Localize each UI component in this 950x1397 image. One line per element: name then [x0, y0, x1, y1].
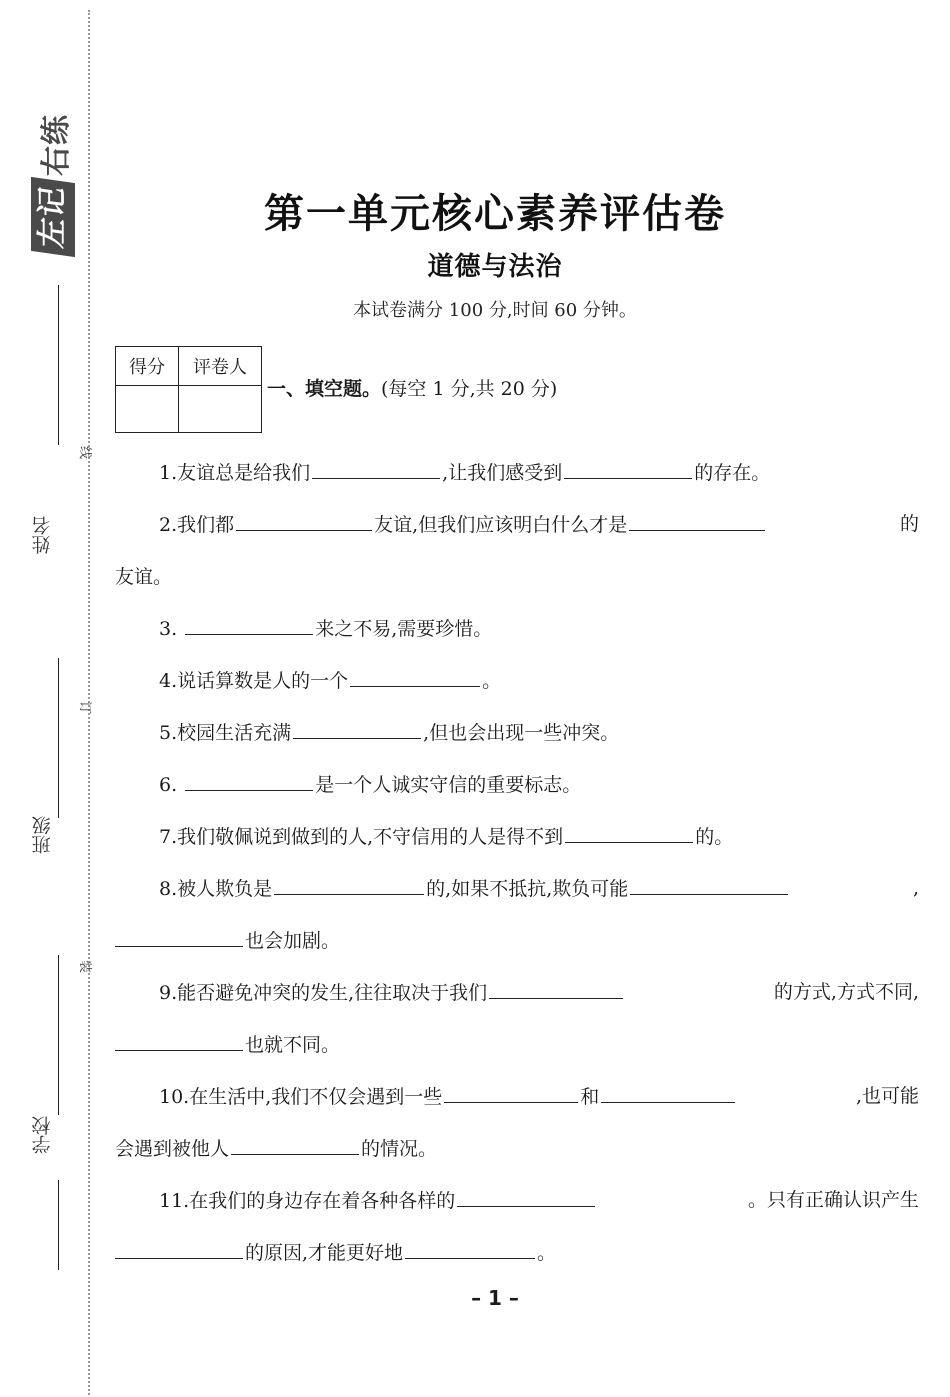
name-field-line-top: [58, 285, 59, 445]
question-text: 友谊总是给我们: [177, 462, 311, 484]
question-text: 。只有正确认识产生: [747, 1189, 919, 1211]
name-label: 姓名: [31, 516, 54, 554]
question-text: 在我们的身边存在着各种各样的: [189, 1190, 456, 1212]
question-text: 和: [580, 1086, 600, 1108]
question-text: 在生活中,我们不仅会遇到一些: [189, 1086, 443, 1108]
question-4: [115, 666, 919, 695]
score-header: 得分: [116, 347, 179, 386]
answer-blank[interactable]: [564, 458, 692, 479]
answer-blank[interactable]: [629, 510, 765, 531]
page-subtitle: 道德与法治: [427, 252, 563, 282]
section-title: 一、填空题。: [267, 378, 382, 400]
question-number: 8.: [159, 878, 178, 900]
question-number: 7.: [159, 826, 178, 848]
question-text: ,但也会出现一些冲突。: [423, 722, 620, 744]
question-text: 的: [899, 513, 919, 535]
cut-char-bind: 订: [77, 700, 93, 715]
class-label: 班级: [31, 816, 54, 854]
question-number: 5.: [159, 722, 178, 744]
answer-blank[interactable]: [293, 718, 421, 739]
answer-blank[interactable]: [444, 1082, 578, 1103]
question-text: 我们敬佩说到做到的人,不守信用的人是得不到: [177, 826, 564, 848]
question-number: 10.: [159, 1086, 190, 1108]
school-field-line: [58, 1180, 59, 1270]
question-10-cont: [115, 1134, 875, 1163]
answer-blank[interactable]: [274, 874, 424, 895]
question-7: [115, 822, 919, 851]
answer-blank[interactable]: [115, 1030, 243, 1051]
question-text: 友谊,但我们应该明白什么才是: [374, 514, 628, 536]
answer-blank[interactable]: [115, 1238, 243, 1259]
question-text: 说话算数是人的一个: [177, 670, 349, 692]
question-9: [115, 978, 919, 1007]
question-5: [115, 718, 919, 747]
question-text: 的存在。: [694, 462, 771, 484]
question-text: 的情况。: [361, 1138, 438, 1160]
question-3: [115, 614, 919, 643]
question-text: 。: [482, 670, 502, 692]
question-text: 的。: [695, 826, 734, 848]
question-number: 6.: [159, 774, 178, 796]
school-label: 学校: [31, 1116, 54, 1154]
score-table: [115, 346, 262, 433]
answer-blank[interactable]: [565, 822, 693, 843]
question-11: [115, 1186, 919, 1215]
answer-blank[interactable]: [236, 510, 372, 531]
page-number: – 1 –: [471, 1286, 519, 1310]
question-number: 1.: [159, 462, 178, 484]
question-10: [115, 1082, 919, 1111]
question-text: ,让我们感受到: [442, 462, 563, 484]
question-8-cont: [115, 926, 875, 955]
answer-blank[interactable]: [601, 1082, 735, 1103]
question-text: 会遇到被他人: [115, 1138, 230, 1160]
page-title: 第一单元核心素养评估卷: [264, 191, 726, 237]
question-text: 能否避免冲突的发生,往往取决于我们: [177, 982, 488, 1004]
question-number: 3.: [159, 618, 178, 640]
answer-blank[interactable]: [405, 1238, 535, 1259]
exam-note: 本试卷满分 100 分,时间 60 分钟。: [353, 300, 637, 321]
logo-right-text: 右练: [39, 114, 74, 176]
question-text: 我们都: [177, 514, 235, 536]
logo-left-text: 左记: [31, 177, 75, 257]
question-text: 友谊。: [115, 566, 173, 588]
question-text: 的,如果不抵抗,欺负可能: [426, 878, 629, 900]
question-number: 9.: [159, 982, 178, 1004]
question-6: [115, 770, 919, 799]
answer-blank[interactable]: [312, 458, 440, 479]
question-2-cont: [115, 563, 875, 591]
question-text: 来之不易,需要珍惜。: [315, 618, 493, 640]
score-cell[interactable]: [116, 386, 179, 433]
question-9-cont: [115, 1030, 875, 1059]
question-number: 4.: [159, 670, 178, 692]
grader-cell[interactable]: [179, 386, 262, 433]
cut-char-staple: 装: [77, 959, 93, 974]
cut-char-line: 线: [77, 445, 93, 460]
question-text: 也会加剧。: [245, 930, 341, 952]
question-8: [115, 874, 919, 903]
class-field-line: [58, 955, 59, 1115]
grader-header: 评卷人: [179, 347, 262, 386]
question-text: 也就不同。: [245, 1034, 341, 1056]
question-text: 的方式,方式不同,: [773, 981, 919, 1003]
question-text: 的原因,才能更好地: [245, 1242, 404, 1264]
brand-logo: [18, 95, 88, 255]
question-text: 是一个人诚实守信的重要标志。: [315, 774, 582, 796]
name-field-line: [58, 658, 59, 818]
section-detail: (每空 1 分,共 20 分): [381, 378, 558, 400]
question-2: [115, 510, 919, 539]
question-text: ,: [912, 877, 919, 899]
question-text: 校园生活充满: [177, 722, 292, 744]
question-number: 11.: [159, 1190, 190, 1212]
answer-blank[interactable]: [185, 614, 313, 635]
answer-blank[interactable]: [489, 978, 623, 999]
answer-blank[interactable]: [231, 1134, 359, 1155]
answer-blank[interactable]: [115, 926, 243, 947]
question-1: [115, 458, 919, 487]
question-number: 2.: [159, 514, 178, 536]
section-heading: [267, 374, 557, 401]
question-text: ,也可能: [855, 1085, 919, 1107]
question-text: 。: [537, 1242, 557, 1264]
answer-blank[interactable]: [630, 874, 788, 895]
answer-blank[interactable]: [350, 666, 480, 687]
question-11-cont: [115, 1238, 875, 1267]
answer-blank[interactable]: [185, 770, 313, 791]
question-text: 被人欺负是: [177, 878, 273, 900]
answer-blank[interactable]: [457, 1186, 595, 1207]
